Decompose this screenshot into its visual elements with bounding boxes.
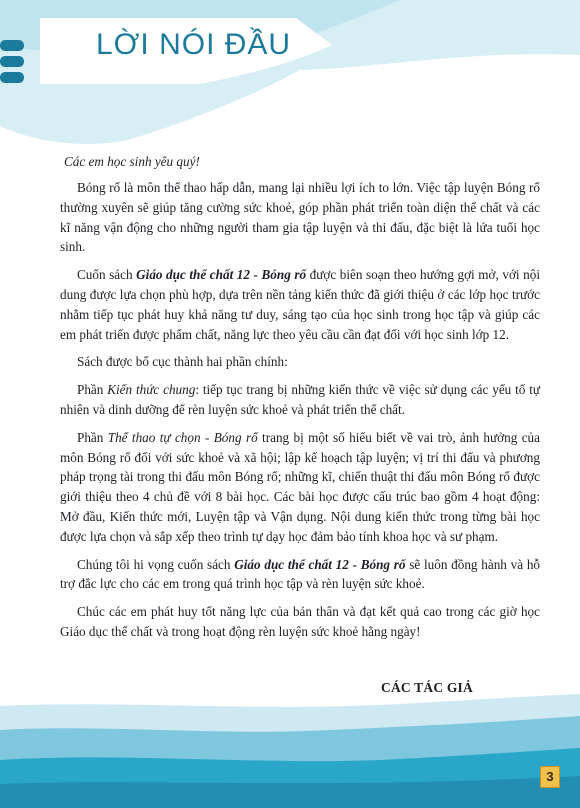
- paragraph: [60, 265, 540, 344]
- emphasis-text: Thể thao tự chọn - Bóng rổ: [107, 429, 258, 445]
- emphasis-text: Giáo dục thể chất 12 - Bóng rổ: [136, 267, 307, 283]
- paragraph-text: trang bị một số hiểu biết về vai trò, ảnh hưởng của môn Bóng rổ đối với sức khoẻ và xã hội; lập kế hoạch tập luyện; vị trí thi đấu và phương pháp trọng tài trong thi đấu môn Bóng rổ; những kĩ, chiến thuật thi đấu môn Bóng rổ được giới thiệu theo 4 chủ đề với 8 bài học. Các bài học được cấu trúc bao gồm 4 hoạt động: Mở đầu, Kiến thức mới, Luyện tập và Vận dụng. Nội dung kiến thức trong từng bài học được lựa chọn và sắp xếp theo trình tự dạy học đảm bảo tính khoa học và sư phạm.: [60, 429, 540, 544]
- binder-ring: [0, 40, 24, 51]
- paragraph: [60, 380, 540, 420]
- paragraph-text: được biên soạn theo hướng gợi mở, với nội dung được lựa chọn phù hợp, dựa trên nền tảng kiến thức đã giới thiệu ở các lớp học trước nhằm tiếp tục phát huy khả năng tư duy, sáng tạo của học sinh trong học tập và giúp các em phát triển được phẩm chất, năng lực theo yêu cầu cần đạt đối với học sinh lớp 12.: [60, 267, 540, 342]
- paragraph-text: sẽ luôn đồng hành và hỗ trợ đắc lực cho các em trong quá trình học tập và rèn luyện sức khoẻ.: [60, 556, 541, 592]
- paragraph: [60, 428, 540, 547]
- authors-signature: CÁC TÁC GIẢ: [381, 680, 473, 695]
- paragraphs: [60, 178, 540, 642]
- binder-ring: [0, 72, 24, 83]
- emphasis-text: Kiến thức chung: [107, 382, 196, 398]
- preface-body: [60, 154, 540, 650]
- emphasis-text: Giáo dục thể chất 12 - Bóng rổ: [234, 556, 406, 572]
- page-number-badge: 3: [540, 766, 560, 788]
- paragraph-text: Chúng tôi hi vọng cuốn sách: [77, 556, 235, 572]
- paragraph: [60, 178, 540, 257]
- paragraph-text: Chúc các em phát huy tốt năng lực của bản thân và đạt kết quả cao trong các giờ học Giáo dục thể chất và trong hoạt động rèn luyện sức khoẻ hằng ngày!: [60, 604, 540, 639]
- paragraph: [60, 555, 540, 595]
- paragraph-text: : tiếp tục trang bị những kiến thức về việc sử dụng các yếu tố tự nhiên và dinh dưỡng để rèn luyện sức khoẻ và phát triển thể chất.: [60, 382, 541, 417]
- paragraph: [60, 352, 540, 372]
- paragraph-text: Phần: [77, 382, 108, 398]
- greeting: Các em học sinh yêu quý!: [64, 154, 200, 169]
- paragraph: [60, 602, 540, 642]
- paragraph-text: Bóng rổ là môn thể thao hấp dẫn, mang lại nhiều lợi ích to lớn. Việc tập luyện Bóng rổ thường xuyên sẽ giúp tăng cường sức khoẻ, góp phần phát triển toàn diện thể chất và các kĩ năng vận động cho những người tham gia tập luyện và thi đấu, đặc biệt là lứa tuổi học sinh.: [60, 180, 540, 255]
- paragraph-text: Sách được bố cục thành hai phần chính:: [77, 354, 288, 370]
- paragraph-text: Phần: [77, 429, 108, 445]
- binder-ring: [0, 56, 24, 67]
- page-title: LỜI NÓI ĐẦU: [96, 28, 292, 61]
- paragraph-text: Cuốn sách: [77, 267, 137, 283]
